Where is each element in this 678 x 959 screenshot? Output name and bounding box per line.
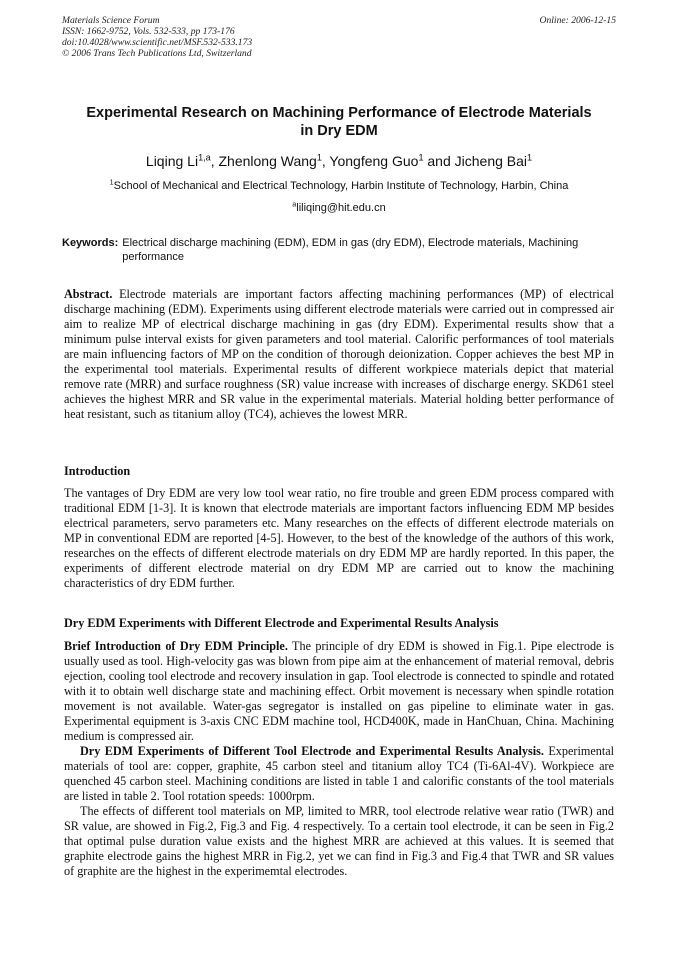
author-name: and Jicheng Bai — [423, 153, 528, 169]
principle-text: The principle of dry EDM is showed in Fig.1. Pipe electrode is usually used as tool. High-velocity gas was blown from pipe aim at the enhancement of material removal, debris ejection, cooling tool electrode and recovery insulation in gap. Tool electrode is connected to spindle and rotated with it to obtain well discharge state and machining effect. Orbit movement is necessary when spindle rotation movement is not available. Water-gas segregator is installed on gas pipeline to eliminate water in gas. Experimental equipment is 3-axis CNC EDM machine tool, HCD400K, made in HanChuan, China. Machining medium is compressed air. — [64, 639, 614, 743]
affiliation — [62, 180, 616, 192]
results-paragraph: The effects of different tool materials on MP, limited to MRR, tool electrode relative wear ratio (TWR) and SR value, are showed in Fig.2, Fig.3 and Fig. 4 respectively. To a certain tool electrode, it can be seen in Fig.2 that optimal pulse duration value exists and the highest MRR are achieved at this values. It is seemed that graphite electrode gains the highest MRR in Fig.2, yet we can find in Fig.3 and Fig.4 that TWR and SR values of graphite are the highest in the experimemtal electrodes. — [64, 804, 614, 878]
dry-edm-section — [64, 639, 614, 879]
abstract-text: Electrode materials are important factors affecting machining performances (MP) of electrical discharge machining (EDM). Experiments using different electrode materials were carried out in compressed air aim to realize MP of electrical discharge machining in gas (dry EDM). Experimental results show that a minimum pulse interval exists for given parameters and tool material. Calorific performances of tool materials are main influencing factors of MP on the condition of thorough deionization. Copper achieves the best MP in the experimental tool materials. Experimental results of different workpiece materials depict that material remove rate (MRR) and surface roughness (SR) value increase with increases of discharge energy. SKD61 steel achieves the highest MRR and SR value in the experimental materials. Material holding better performance of heat resistant, such as titanium alloy (TC4), achieves the lowest MRR. — [64, 287, 614, 421]
author-affiliation-mark: 1 — [527, 152, 533, 163]
abstract — [64, 287, 614, 422]
abstract-label: Abstract. — [64, 287, 113, 301]
journal-copyright: © 2006 Trans Tech Publications Ltd, Switzerland — [62, 48, 252, 59]
author-name: Liqing Li — [145, 153, 199, 169]
tool-electrode-subheading: Dry EDM Experiments of Different Tool Electrode and Experimental Results Analysis. — [80, 744, 544, 758]
keywords-label: Keywords: — [62, 237, 119, 249]
tool-electrode-paragraph — [64, 744, 614, 804]
journal-doi: doi:10.4028/www.scientific.net/MSF.532-533.173 — [62, 37, 253, 48]
author-email — [62, 202, 616, 214]
tool-electrode-text: Experimental materials of tool are: copper, graphite, 45 carbon steel and titanium alloy TC4 (Ti-6Al-4V). Workpiece are quenched 45 carbon steel. Machining conditions are listed in table 1 and calorific constants of the tool materials are listed in table 2. Tool rotation speeds: 1000rpm. — [64, 744, 614, 803]
affiliation-text: School of Mechanical and Electrical Technology, Harbin Institute of Technology, Harbin, China — [113, 180, 569, 192]
author-affiliation-mark: 1 — [418, 152, 424, 163]
affiliation-mark: 1 — [109, 178, 114, 187]
online-date: Online: 2006-12-15 — [539, 15, 616, 26]
keywords — [62, 236, 616, 264]
author-affiliation-mark: 1 — [316, 152, 322, 163]
introduction-paragraph: The vantages of Dry EDM are very low tool wear ratio, no fire trouble and green EDM process compared with traditional EDM [1-3]. It is known that electrode materials are important factors influencing EDM MP besides electrical parameters, servo parameters etc. Many researches on the effects of different electrode materials on MP in conventional EDM are reported [4-5]. However, to the best of the knowledge of the authors of this work, researches on the effects of different electrode materials on dry EDM MP are hardly reported. In this paper, the experiments of different electrode material on dry EDM MP are carried out to know the machining characteristics of dry EDM further. — [64, 486, 614, 590]
journal-header — [62, 15, 252, 59]
principle-paragraph — [64, 639, 614, 744]
author-name: , Yongfeng Guo — [321, 153, 419, 169]
email-address: liliqing@hit.edu.cn — [296, 202, 386, 214]
paper-title: Experimental Research on Machining Performance of Electrode Materials in Dry EDM — [86, 105, 592, 139]
author-affiliation-mark: 1,a — [198, 152, 211, 163]
principle-subheading: Brief Introduction of Dry EDM Principle. — [64, 639, 288, 653]
introduction — [64, 486, 614, 591]
author-list — [62, 153, 616, 169]
journal-issn: ISSN: 1662-9752, Vols. 532-533, pp 173-176 — [62, 26, 235, 37]
author-name: , Zhenlong Wang — [210, 153, 317, 169]
abstract-paragraph — [64, 287, 614, 422]
dry-edm-section-heading: Dry EDM Experiments with Different Electrode and Experimental Results Analysis — [64, 616, 499, 630]
email-mark: a — [292, 200, 297, 209]
introduction-heading: Introduction — [64, 464, 131, 478]
keywords-text: Electrical discharge machining (EDM), EDM in gas (dry EDM), Electrode materials, Machining performance — [122, 237, 579, 263]
journal-name: Materials Science Forum — [62, 15, 160, 26]
